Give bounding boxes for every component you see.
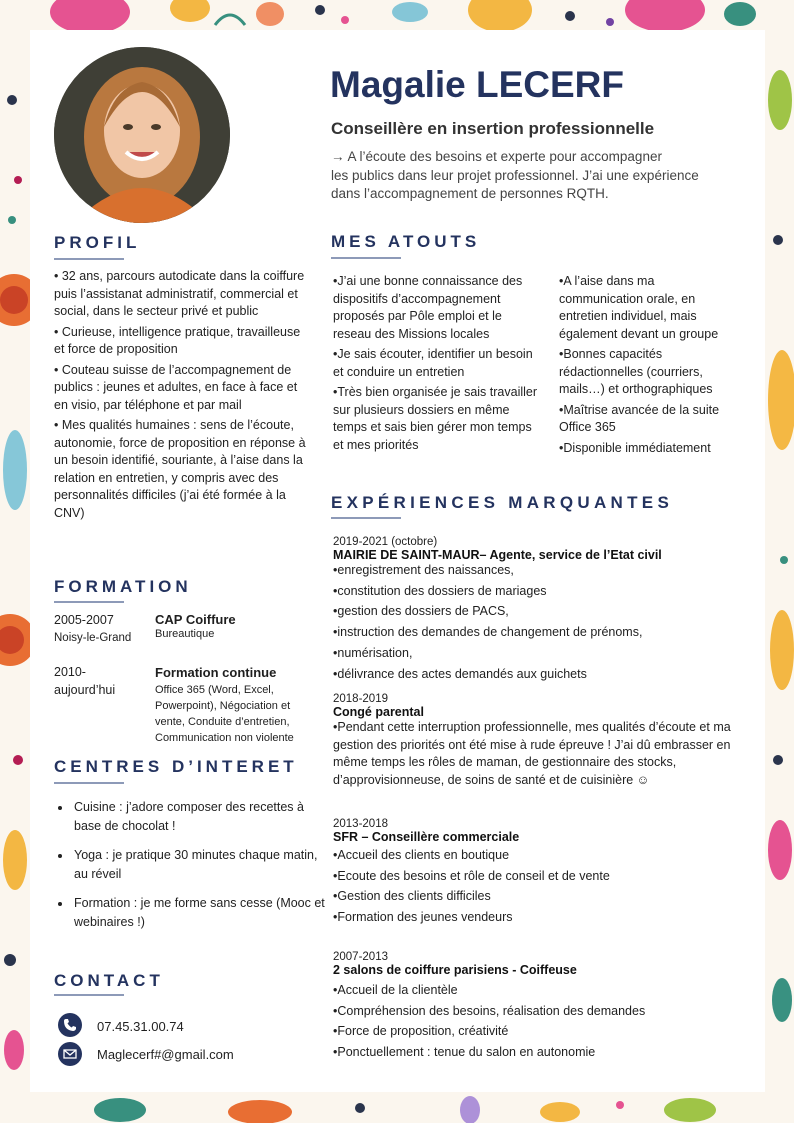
experience-task: • Formation des jeunes vendeurs (333, 909, 743, 927)
section-title-interets: CENTRES D’INTERET (54, 757, 298, 776)
experience-task: • numérisation, (333, 645, 743, 663)
experience-heading: Congé parental (333, 705, 424, 719)
formation-heading: CAP Coiffure (155, 612, 236, 627)
experience-task: • Accueil des clients en boutique (333, 847, 743, 865)
section-title-atouts: MES ATOUTS (331, 232, 481, 251)
section-rule (331, 257, 401, 259)
atout-item: • Je sais écouter, identifier un besoin et conduire un entretien (333, 346, 543, 381)
experience-task: • Gestion des clients difficiles (333, 888, 743, 906)
atout-item: • Maîtrise avancée de la suite Office 365 (559, 402, 737, 437)
profil-item: • Curieuse, intelligence pratique, travailleuse et force de proposition (54, 324, 312, 359)
experience-tasks (333, 562, 743, 683)
experience-task: • Pendant cette interruption professionnelle, mes qualités d’écoute et ma gestion des priorités ont été mise à rude épreuve ! J’ai dû embrasser en même temps les rôles de maman, de gestionnaire des stocks, d’approvisionneuse, de soins de santé et de cuisinière ☺ (333, 719, 743, 790)
phone-icon (58, 1013, 82, 1037)
portrait-image (54, 47, 230, 223)
experience-task: • Ponctuellement : tenue du salon en autonomie (333, 1044, 743, 1062)
section-title-formation: FORMATION (54, 577, 192, 596)
experience-task: • Compréhension des besoins, réalisation des demandes (333, 1003, 743, 1021)
experience-tasks (333, 847, 743, 927)
contact-phone[interactable]: 07.45.31.00.74 (97, 1019, 184, 1034)
profil-item: • Couteau suisse de l’accompagnement de publics : jeunes et adultes, en face à face et en visio, par téléphone et par mail (54, 362, 312, 415)
profil-list (54, 268, 312, 525)
experience-task: • Force de proposition, créativité (333, 1023, 743, 1041)
experience-tasks (333, 719, 743, 790)
tagline-line-2: les publics dans leur projet professionnel. J’ai une expérience (331, 167, 699, 183)
experience-task: • Ecoute des besoins et rôle de conseil et de vente (333, 868, 743, 886)
profile-photo (54, 47, 230, 223)
job-title: Conseillère en insertion professionnelle (331, 119, 655, 138)
experience-date: 2013-2018 (333, 818, 388, 830)
experience-heading: SFR – Conseillère commerciale (333, 830, 520, 844)
formation-date-line: 2005-2007 (54, 613, 114, 627)
section-title-experiences: EXPÉRIENCES MARQUANTES (331, 493, 674, 512)
formation-detail: Bureautique (155, 628, 215, 640)
experience-task: • instruction des demandes de changement de prénoms, (333, 624, 743, 642)
formation-detail: Office 365 (Word, Excel, Powerpoint), Négociation et vente, Conduite d’entretien, Communication non violente (155, 684, 294, 744)
atout-item: • A l’aise dans ma communication orale, en entretien individuel, mais également devant un groupe (559, 273, 737, 343)
experience-entry (333, 693, 743, 793)
experience-tasks (333, 982, 743, 1062)
atouts-column-2 (559, 273, 737, 460)
contact-email[interactable]: Maglecerf#@gmail.com (97, 1047, 234, 1062)
experience-date: 2019-2021 (octobre) (333, 536, 438, 548)
tagline-line-1: → A l’écoute des besoins et experte pour accompagner (331, 149, 662, 164)
atouts-column-1 (333, 273, 543, 457)
experience-heading: MAIRIE DE SAINT-MAUR– Agente, service de l’Etat civil (333, 548, 662, 562)
formation-content (155, 665, 315, 746)
experience-task: • délivrance des actes demandés aux guichets (333, 666, 743, 684)
experience-task: • enregistrement des naissances, (333, 562, 743, 580)
atout-item: • J’ai une bonne connaissance des dispositifs d’accompagnement proposés par Pôle emploi et le reseau des Missions locales (333, 273, 543, 343)
profil-item: • 32 ans, parcours autodicate dans la coiffure puis l’assistanat administratif, commercial et social, dans le secteur privé et public (54, 268, 312, 321)
experience-task: • gestion des dossiers de PACS, (333, 603, 743, 621)
interets-list (54, 798, 330, 932)
section-rule (54, 782, 124, 784)
envelope-icon (58, 1042, 82, 1066)
experience-task: • Accueil de la clientèle (333, 982, 743, 1000)
atout-item: • Très bien organisée je sais travailler sur plusieurs dossiers en même temps et sais bien gérer mon temps et mes priorités (333, 384, 543, 454)
interet-item: • Yoga : je pratique 30 minutes chaque matin, au réveil (72, 846, 330, 884)
experience-entry (333, 951, 743, 1065)
experience-entry (333, 536, 743, 686)
section-rule (54, 601, 124, 603)
tagline (331, 148, 751, 204)
section-rule (331, 517, 401, 519)
formation-date-line: 2010- (54, 665, 86, 679)
atout-item: • Bonnes capacités rédactionnelles (courriers, mails…) et orthographiques (559, 346, 737, 399)
formation-place: Noisy-le-Grand (54, 631, 132, 644)
candidate-name: Magalie LECERF (330, 64, 624, 105)
experience-date: 2018-2019 (333, 693, 388, 705)
interet-item: • Cuisine : j’adore composer des recettes à base de chocolat ! (72, 798, 330, 836)
section-title-profil: PROFIL (54, 233, 141, 252)
formation-heading: Formation continue (155, 665, 277, 680)
profil-item: • Mes qualités humaines : sens de l’écoute, autonomie, force de proposition en réponse à un besoin identifié, souriante, à l’aise dans la relation en entretien, y compris avec des personnalités difficiles (j’ai été formée à la CNV) (54, 417, 312, 522)
experience-date: 2007-2013 (333, 951, 388, 963)
section-rule (54, 258, 124, 260)
formation-date-line: aujourd’hui (54, 682, 116, 697)
section-title-contact: CONTACT (54, 971, 164, 990)
experience-task: • constitution des dossiers de mariages (333, 583, 743, 601)
section-rule (54, 994, 124, 996)
formation-date (54, 612, 154, 647)
interet-item: • Formation : je me forme sans cesse (Mooc et webinaires !) (72, 894, 330, 932)
experience-entry (333, 818, 743, 930)
experience-heading: 2 salons de coiffure parisiens - Coiffeuse (333, 963, 577, 977)
formation-content (155, 612, 315, 640)
atout-item: • Disponible immédiatement (559, 440, 737, 458)
formation-date (54, 664, 154, 699)
tagline-line-3: dans l’accompagnement de personnes RQTH. (331, 186, 609, 201)
